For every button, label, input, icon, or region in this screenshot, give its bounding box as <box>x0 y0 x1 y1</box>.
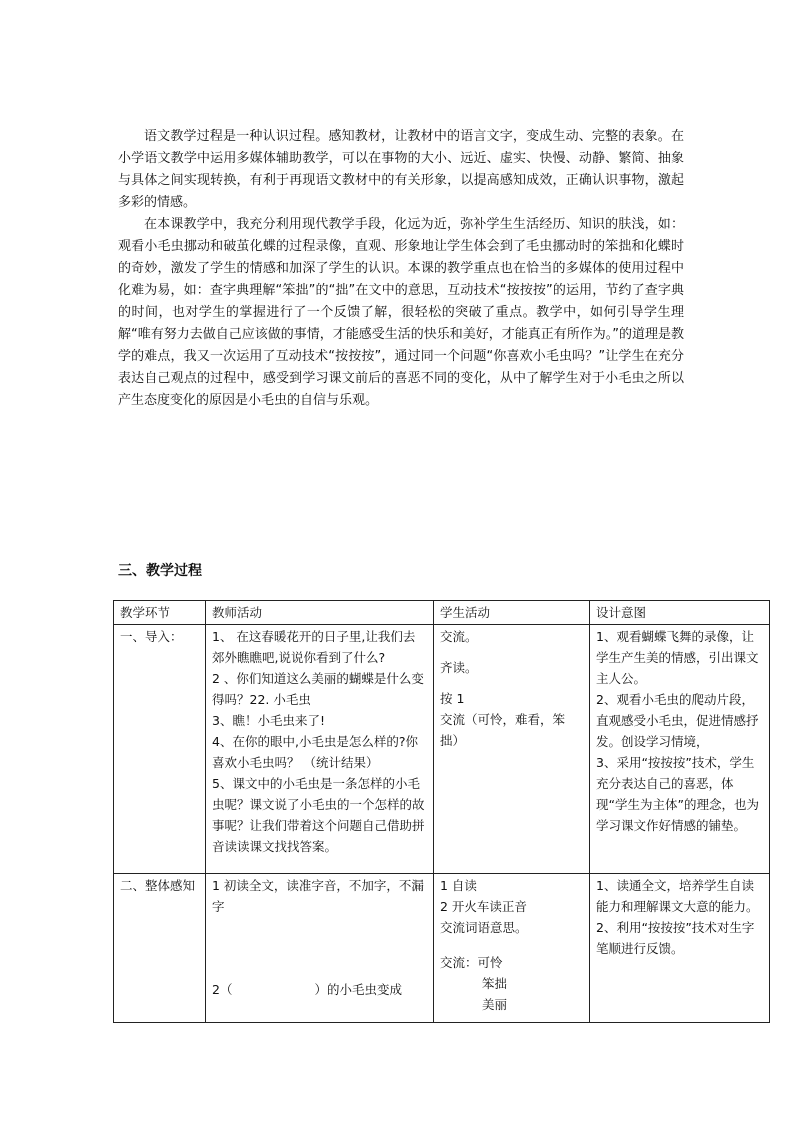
cell-teacher-overall <box>206 874 434 1023</box>
student-word-2: 美丽 <box>482 997 508 1012</box>
stage-label: 一、导入： <box>120 629 183 644</box>
header-teacher-activity: 教师活动 <box>206 601 434 625</box>
cell-stage-intro <box>114 625 206 874</box>
cell-student-overall <box>434 874 590 1023</box>
table-row-overall <box>114 874 770 1023</box>
table-row-intro <box>114 625 770 874</box>
header-student-activity: 学生活动 <box>434 601 590 625</box>
design-point-1: 1、读通全文，培养学生自读能力和理解课文大意的能力。 <box>596 878 759 914</box>
cell-design-intro <box>590 625 770 874</box>
cell-design-overall <box>590 874 770 1023</box>
stage-label: 二、整体感知 <box>120 878 196 893</box>
teacher-step-2-suffix: ）的小毛虫变成 <box>314 982 402 997</box>
teacher-step-1: 1、 在这春暖花开的日子里,让我们去郊外瞧瞧吧,说说你看到了什么? <box>212 629 416 665</box>
intro-paragraph-1: 语文教学过程是一种认识过程。感知教材，让教材中的语言文字，变成生动、完整的表象。在小学语文教学中运用多媒体辅助教学，可以在事物的大小、远近、虚实、快慢、动静、繁简、抽象与具体之间实现转换，有利于再现语文教材中的有关形象，以提高感知成效，正确认识事物，激起多彩的情感。 <box>118 129 684 210</box>
teacher-step-2: 2 、你们知道这么美丽的蝴蝶是什么变得吗？22. 小毛虫 <box>212 671 424 707</box>
teacher-step-1: 1 初读全文，读准字音，不加字，不漏字 <box>212 878 424 914</box>
intro-section <box>118 126 684 412</box>
cell-stage-overall <box>114 874 206 1023</box>
cell-student-intro <box>434 625 590 874</box>
table-header-row <box>114 601 770 625</box>
teacher-step-3: 3、瞧！小毛虫来了! <box>212 713 325 728</box>
student-step-4: 交流：可怜 <box>440 955 503 970</box>
student-step-2: 齐读。 <box>440 660 478 675</box>
design-point-1: 1、观看蝴蝶飞舞的录像，让学生产生美的情感，引出课文主人公。 <box>596 629 759 686</box>
student-step-4: 交流（可怜，难看，笨拙） <box>440 712 566 748</box>
design-point-2: 2、观看小毛虫的爬动片段，直观感受小毛虫，促进情感抒发。创设学习情境， <box>596 692 759 749</box>
student-step-3: 交流词语意思。 <box>440 920 528 935</box>
cell-teacher-intro <box>206 625 434 874</box>
header-stage: 教学环节 <box>114 601 206 625</box>
design-point-3: 3、采用“按按按”技术，学生充分表达自己的喜恶，体现“学生为主体”的理念，也为学习课文作好情感的铺垫。 <box>596 755 759 833</box>
intro-paragraph-2: 在本课教学中，我充分利用现代教学手段，化远为近，弥补学生生活经历、知识的肤浅，如：观看小毛虫挪动和破茧化蝶的过程录像，直观、形象地让学生体会到了毛虫挪动时的笨拙和化蝶时的奇妙，激发了学生的情感和加深了学生的认识。本课的教学重点也在恰当的多媒体的使用过程中化难为易，如：查字典理解“笨拙”的“拙”在文中的意思，互动技术“按按按”的运用，节约了查字典的时间，也对学生的掌握进行了一个反馈了解，很轻松的突破了重点。教学中，如何引导学生理解“唯有努力去做自己应该做的事情，才能感受生活的快乐和美好，才能真正有所作为。”的道理是教学的难点，我又一次运用了互动技术“按按按”，通过同一个问题“你喜欢小毛虫吗？”让学生在充分表达自己观点的过程中，感受到学习课文前后的喜恶不同的变化，从中了解学生对于小毛虫之所以产生态度变化的原因是小毛虫的自信与乐观。 <box>118 217 684 408</box>
section-title: 三、教学过程 <box>118 563 202 579</box>
teacher-step-5: 5、课文中的小毛虫是一条怎样的小毛虫呢？课文说了小毛虫的一个怎样的故事呢？让我们带着这个问题自己借助拼音读读课文找找答案。 <box>212 776 425 854</box>
header-design-intent: 设计意图 <box>590 601 770 625</box>
student-step-1: 交流。 <box>440 629 478 644</box>
teacher-step-2-prefix: 2（ <box>212 982 233 997</box>
teaching-process-table <box>113 600 770 1023</box>
student-step-2: 2 开火车读正音 <box>440 899 527 914</box>
student-step-1: 1 自读 <box>440 878 477 893</box>
teacher-step-2 <box>212 979 427 1000</box>
student-word-1: 笨拙 <box>482 976 508 991</box>
student-step-3: 按 1 <box>440 691 465 706</box>
design-point-2: 2、利用“按按按”技术对生字笔顺进行反馈。 <box>596 920 755 956</box>
teacher-step-4: 4、在你的眼中,小毛虫是怎么样的?你喜欢小毛虫吗？ （统计结果） <box>212 734 419 770</box>
